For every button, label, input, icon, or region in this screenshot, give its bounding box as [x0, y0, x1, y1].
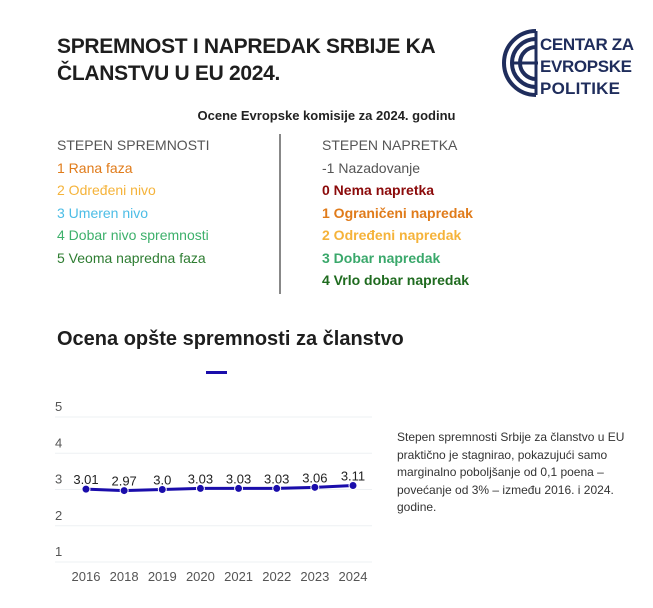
readiness-item: 3 Umeren nivo [57, 204, 149, 221]
progress-item: 1 Ograničeni napredak [322, 204, 473, 221]
y-tick-label: 5 [55, 399, 63, 414]
x-tick-label: 2019 [147, 569, 177, 584]
x-tick-label: 2022 [262, 569, 292, 584]
y-tick-label: 4 [55, 435, 63, 451]
progress-header: STEPEN NAPRETKA [322, 137, 458, 153]
progress-item: 2 Određeni napredak [322, 227, 462, 243]
svg-text:CENTAR ZA: CENTAR ZA [540, 35, 634, 54]
subtitle: Ocene Evropske komisije za 2024. godinu [197, 108, 456, 123]
data-label: 3.0 [153, 472, 172, 488]
data-label: 2.97 [111, 473, 137, 489]
x-tick-label: 2018 [109, 569, 139, 584]
x-tick-label: 2023 [300, 569, 330, 584]
progress-item: 4 Vrlo dobar napredak [322, 272, 470, 288]
x-tick-label: 2016 [71, 569, 101, 584]
x-tick-label: 2021 [224, 569, 254, 584]
data-label: 3.06 [302, 470, 328, 486]
svg-text:EVROPSKE: EVROPSKE [540, 57, 632, 76]
progress-item: 0 Nema napretka [322, 182, 435, 198]
x-tick-label: 2020 [185, 569, 215, 584]
title-line-1: SPREMNOST I NAPREDAK SRBIJE KA [57, 35, 436, 58]
readiness-item: 1 Rana faza [57, 159, 133, 176]
y-tick-label: 2 [55, 507, 63, 523]
data-label: 3.03 [225, 471, 252, 487]
data-label: 3.03 [264, 471, 290, 487]
data-label: 3.11 [340, 468, 366, 484]
title-line-2: ČLANSTVU U EU 2024. [57, 62, 281, 85]
progress-item: 3 Dobar napredak [322, 249, 441, 266]
chart-title: Ocena opšte spremnosti za članstvo [57, 328, 404, 350]
readiness-header: STEPEN SPREMNOSTI [57, 137, 210, 153]
svg-text:POLITIKE: POLITIKE [540, 79, 620, 97]
data-label: 3.03 [187, 471, 214, 487]
data-label: 3.01 [73, 472, 99, 488]
y-tick-label: 1 [55, 544, 63, 559]
chart-note: Stepen spremnosti Srbije za članstvo u EU praktično je stagnirao, pokazujući samo marginalno poboljšanje od 0,1 poena – povećanje od 3% – između 2016. i 2024. godine. [397, 430, 625, 514]
readiness-item: 2 Određeni nivo [57, 182, 156, 198]
readiness-item: 4 Dobar nivo spremnosti [57, 227, 209, 243]
readiness-item: 5 Veoma napredna faza [57, 249, 206, 266]
y-tick-label: 3 [55, 471, 63, 487]
x-tick-label: 2024 [338, 569, 368, 584]
progress-item: -1 Nazadovanje [322, 159, 421, 176]
